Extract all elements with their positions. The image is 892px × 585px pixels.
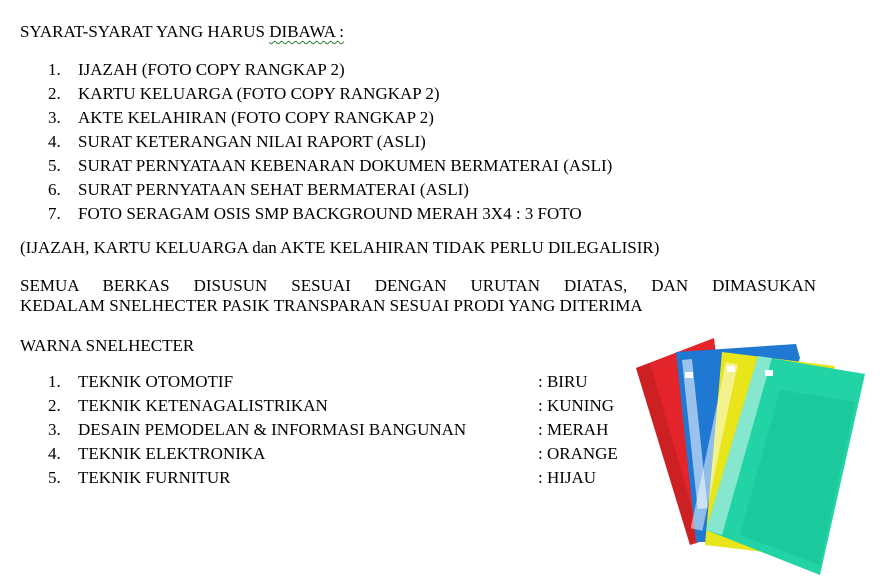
list-number: 6. [48, 180, 61, 199]
instruction-line-1: SEMUA BERKAS DISUSUN SESUAI DENGAN URUTAN DIATAS, DAN DIMASUKAN [20, 276, 816, 295]
list-text: SURAT PERNYATAAN KEBENARAN DOKUMEN BERMATERAI (ASLI) [78, 156, 613, 175]
list-item [48, 60, 612, 84]
title-prefix: SYARAT-SYARAT YANG HARUS [20, 22, 270, 41]
page-title [20, 22, 344, 42]
list-item [48, 84, 612, 108]
folder-label-mark [685, 372, 693, 378]
list-number: 2. [48, 396, 61, 415]
list-number: 5. [48, 156, 61, 175]
program-color: : BIRU [538, 372, 588, 391]
list-text: KARTU KELUARGA (FOTO COPY RANGKAP 2) [78, 84, 440, 103]
program-name: TEKNIK FURNITUR [78, 468, 231, 487]
title-wavy-word: DIBAWA : [269, 22, 344, 41]
list-text: FOTO SERAGAM OSIS SMP BACKGROUND MERAH 3X4 : 3 FOTO [78, 204, 582, 223]
list-text: SURAT KETERANGAN NILAI RAPORT (ASLI) [78, 132, 426, 151]
list-item [48, 156, 612, 180]
list-number: 3. [48, 420, 61, 439]
list-number: 4. [48, 444, 61, 463]
list-item [48, 468, 648, 492]
snelhecter-folders-image [630, 330, 875, 580]
program-color: : MERAH [538, 420, 609, 439]
list-text: IJAZAH (FOTO COPY RANGKAP 2) [78, 60, 345, 79]
list-item [48, 420, 648, 444]
list-number: 4. [48, 132, 61, 151]
program-color-list [48, 372, 648, 492]
list-text: AKTE KELAHIRAN (FOTO COPY RANGKAP 2) [78, 108, 434, 127]
legalisir-note: (IJAZAH, KARTU KELUARGA dan AKTE KELAHIRAN TIDAK PERLU DILEGALISIR) [20, 238, 660, 257]
program-name: TEKNIK OTOMOTIF [78, 372, 234, 391]
list-number: 1. [48, 372, 61, 391]
instruction-line-2: KEDALAM SNELHECTER PASIK TRANSPARAN SESUAI PRODI YANG DITERIMA [20, 296, 643, 315]
program-color: : HIJAU [538, 468, 597, 487]
list-item [48, 132, 612, 156]
program-color: : ORANGE [538, 444, 618, 463]
list-item [48, 108, 612, 132]
list-item [48, 396, 648, 420]
list-number: 7. [48, 204, 61, 223]
list-number: 2. [48, 84, 61, 103]
list-number: 3. [48, 108, 61, 127]
list-item [48, 372, 648, 396]
program-color: : KUNING [538, 396, 615, 415]
folder-label-mark [727, 366, 735, 372]
list-item [48, 204, 612, 228]
warna-heading: WARNA SNELHECTER [20, 336, 195, 355]
list-number: 1. [48, 60, 61, 79]
instruction-paragraph [20, 276, 816, 316]
list-item [48, 444, 648, 468]
program-name: TEKNIK KETENAGALISTRIKAN [78, 396, 328, 415]
list-text: SURAT PERNYATAAN SEHAT BERMATERAI (ASLI) [78, 180, 469, 199]
list-item [48, 180, 612, 204]
program-name: DESAIN PEMODELAN & INFORMASI BANGUNAN [78, 420, 467, 439]
requirements-list [48, 60, 612, 228]
folder-label-mark [765, 370, 773, 376]
program-name: TEKNIK ELEKTRONIKA [78, 444, 266, 463]
list-number: 5. [48, 468, 61, 487]
